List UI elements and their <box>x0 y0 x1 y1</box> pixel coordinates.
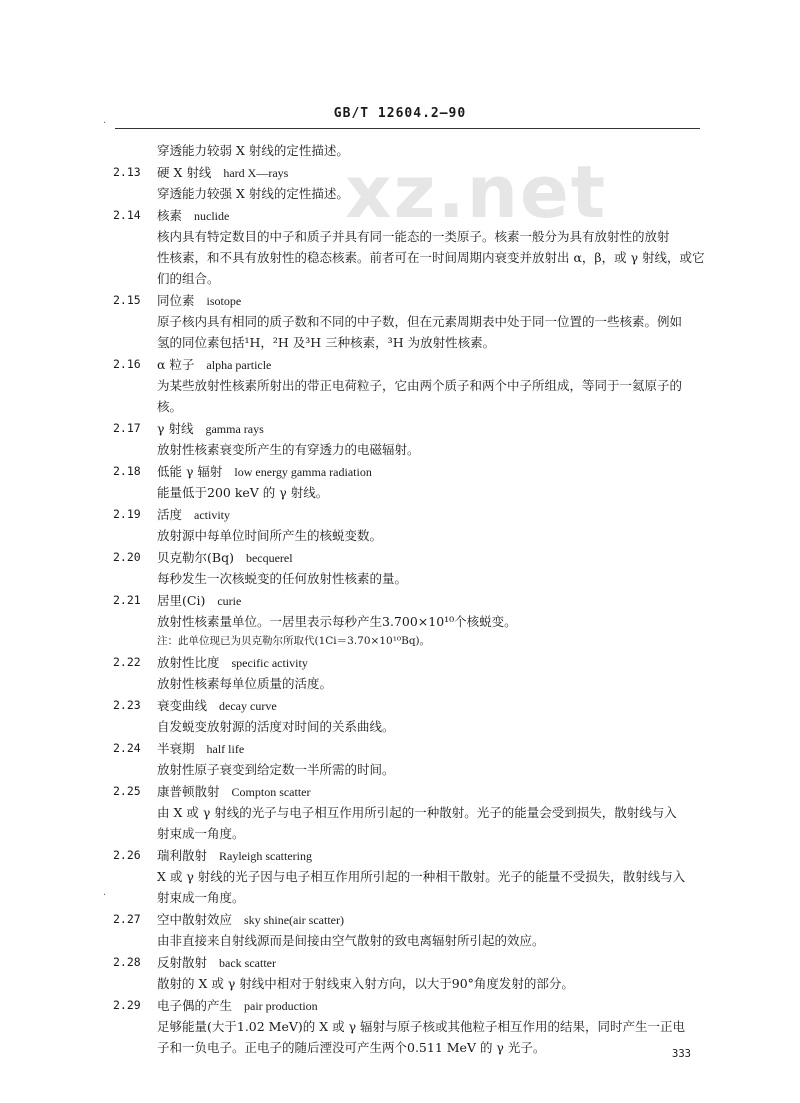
term-number: 2.20 <box>113 550 141 564</box>
term-chinese <box>157 418 264 440</box>
term-description-line: 每秒发生一次核蜕变的任何放射性核素的量。 <box>157 571 408 586</box>
term-chinese <box>157 162 288 184</box>
term-chinese <box>157 845 312 867</box>
term-description-line: 散射的 X 或 γ 射线中相对于射线束入射方向，以大于90°角度发射的部分。 <box>157 976 574 991</box>
term-description-line: 放射性核素每单位质量的活度。 <box>157 676 333 691</box>
term-description-line: 穿透能力较强 X 射线的定性描述。 <box>157 186 349 201</box>
term-number: 2.22 <box>113 655 141 669</box>
term-row <box>0 354 800 375</box>
term-row <box>0 504 800 525</box>
term-note: 注：此单位现已为贝克勒尔所取代(1Ci＝3.70×10¹⁰Bq)。 <box>157 635 431 647</box>
term-description-line: 射束成一角度。 <box>157 826 245 841</box>
term-chinese <box>157 652 308 674</box>
term-chinese <box>157 952 276 974</box>
term-english: curie <box>217 594 242 608</box>
term-chinese <box>157 995 318 1017</box>
term-english: isotope <box>206 294 242 308</box>
term-english: hard X—rays <box>223 166 289 180</box>
term-description-line: 由 X 或 γ 射线的光子与电子相互作用所引起的一种散射。光子的能量会受到损失，散射线与入 <box>157 805 677 820</box>
term-english: alpha particle <box>206 358 272 372</box>
term-chinese-text: 空中散射效应 <box>157 912 233 927</box>
term-chinese-text: 贝克勒尔(Bq) <box>157 550 234 565</box>
term-chinese-text: 同位素 <box>157 293 195 308</box>
term-description-line: 放射性核素衰变所产生的有穿透力的电磁辐射。 <box>157 442 420 457</box>
term-description-line: X 或 γ 射线的光子因与电子相互作用所引起的一种相干散射。光子的能量不受损失，散射线与入 <box>157 869 686 884</box>
term-number: 2.18 <box>113 464 141 478</box>
term-row <box>0 162 800 183</box>
term-chinese-text: 低能 γ 辐射 <box>157 464 223 479</box>
term-chinese-text: 瑞利散射 <box>157 848 208 863</box>
term-row <box>0 995 800 1016</box>
term-chinese-text: γ 射线 <box>157 421 194 436</box>
term-english: activity <box>194 508 231 522</box>
term-chinese-text: 硬 X 射线 <box>157 165 212 180</box>
term-description-line: 自发蜕变放射源的活度对时间的关系曲线。 <box>157 719 395 734</box>
term-number: 2.19 <box>113 507 141 521</box>
term-description-line: 能量低于200 keV 的 γ 射线。 <box>157 485 329 500</box>
term-chinese-text: 核素 <box>157 208 183 223</box>
term-chinese <box>157 290 241 312</box>
term-chinese <box>157 738 244 760</box>
term-number: 2.15 <box>113 293 141 307</box>
term-row <box>0 652 800 673</box>
term-number: 2.13 <box>113 165 141 179</box>
term-english: sky shine(air scatter) <box>244 913 344 927</box>
term-description-line: 由非直接来自射线源而是间接由空气散射的致电离辐射所引起的效应。 <box>157 933 545 948</box>
intro-description: 穿透能力较弱 X 射线的定性描述。 <box>157 143 349 158</box>
term-row <box>0 781 800 802</box>
term-english: Rayleigh scattering <box>219 849 312 863</box>
watermark: xz.net <box>345 150 608 234</box>
term-description-line: 放射源中每单位时间所产生的核蜕变数。 <box>157 528 383 543</box>
term-description-line: 放射性核素量单位。一居里表示每秒产生3.700×10¹⁰个核蜕变。 <box>157 614 517 629</box>
term-chinese-text: 居里(Ci) <box>157 593 206 608</box>
term-english: pair production <box>244 999 318 1013</box>
term-description-line: 氢的同位素包括¹H，²H 及³H 三种核素，³H 为放射性核素。 <box>157 335 496 350</box>
term-english: back scatter <box>219 956 276 970</box>
term-chinese-text: 半衰期 <box>157 741 195 756</box>
term-chinese-text: 放射性比度 <box>157 655 220 670</box>
glossary-content <box>0 140 800 1058</box>
term-english: gamma rays <box>205 422 264 436</box>
term-english: decay curve <box>219 699 277 713</box>
term-description-line: 们的组合。 <box>157 271 220 286</box>
term-number: 2.29 <box>113 998 141 1012</box>
term-english: nuclide <box>194 209 230 223</box>
term-description-line: 射束成一角度。 <box>157 890 245 905</box>
term-description-line: 放射性原子衰变到给定数一半所需的时间。 <box>157 762 395 777</box>
scan-mark: · <box>103 118 107 129</box>
term-number: 2.27 <box>113 912 141 926</box>
term-list <box>0 162 800 1058</box>
term-chinese-text: 反射散射 <box>157 955 208 970</box>
term-chinese-text: α 粒子 <box>157 357 195 372</box>
term-number: 2.16 <box>113 357 141 371</box>
term-row <box>0 695 800 716</box>
term-row <box>0 205 800 226</box>
term-chinese <box>157 504 230 526</box>
term-number: 2.25 <box>113 784 141 798</box>
term-english: becquerel <box>245 551 293 565</box>
term-row <box>0 461 800 482</box>
term-english: Compton scatter <box>231 785 311 799</box>
term-row <box>0 738 800 759</box>
term-chinese-text: 康普顿散射 <box>157 784 220 799</box>
term-english: half life <box>206 742 245 756</box>
term-chinese <box>157 354 271 376</box>
term-number: 2.21 <box>113 593 141 607</box>
term-description-line: 核内具有特定数目的中子和质子并具有同一能态的一类原子。核素一般分为具有放射性的放射 <box>157 229 670 244</box>
term-row <box>0 590 800 611</box>
scan-mark: · <box>103 890 107 901</box>
term-row <box>0 909 800 930</box>
term-chinese <box>157 590 241 612</box>
header-rule <box>115 128 700 129</box>
term-number: 2.26 <box>113 848 141 862</box>
term-row <box>0 547 800 568</box>
page-number: 333 <box>672 1048 691 1060</box>
term-chinese <box>157 909 344 931</box>
page-header: GB/T 12604.2—90 <box>333 106 467 121</box>
term-description-line: 核。 <box>157 399 183 414</box>
term-description-line: 足够能量(大于1.02 MeV)的 X 或 γ 辐射与原子核或其他粒子相互作用的结果，同时产生一正电 <box>157 1019 686 1034</box>
term-english: low energy gamma radiation <box>234 465 372 479</box>
term-chinese <box>157 461 372 483</box>
term-row <box>0 290 800 311</box>
term-number: 2.14 <box>113 208 141 222</box>
term-chinese-text: 衰变曲线 <box>157 698 208 713</box>
term-number: 2.17 <box>113 421 141 435</box>
term-row <box>0 845 800 866</box>
term-row <box>0 952 800 973</box>
term-description-line: 性核素，和不具有放射性的稳态核素。前者可在一时间周期内衰变并放射出 α，β，或 γ 射线，或它 <box>157 250 705 265</box>
term-english: specific activity <box>231 656 308 670</box>
term-chinese-text: 活度 <box>157 507 183 522</box>
term-number: 2.24 <box>113 741 141 755</box>
term-chinese <box>157 695 277 717</box>
term-chinese <box>157 205 229 227</box>
term-description-line: 子和一负电子。正电子的随后湮没可产生两个0.511 MeV 的 γ 光子。 <box>157 1040 546 1055</box>
term-number: 2.23 <box>113 698 141 712</box>
term-description-line: 为某些放射性核素所射出的带正电荷粒子，它由两个质子和两个中子所组成，等同于一氦原子的 <box>157 378 683 393</box>
term-chinese <box>157 781 311 803</box>
term-chinese <box>157 547 293 569</box>
term-number: 2.28 <box>113 955 141 969</box>
term-description-line: 原子核内具有相同的质子数和不同的中子数，但在元素周期表中处于同一位置的一些核素。例如 <box>157 314 683 329</box>
term-row <box>0 418 800 439</box>
term-chinese-text: 电子偶的产生 <box>157 998 233 1013</box>
